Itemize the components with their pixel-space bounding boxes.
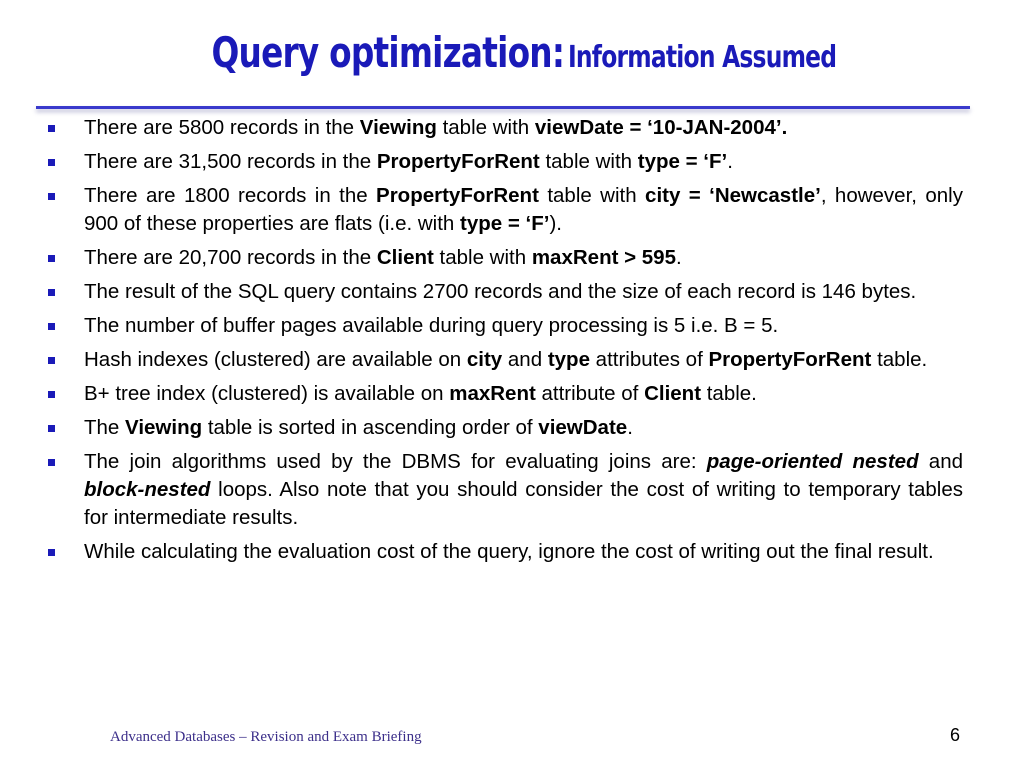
bullet-text: table with: [433, 246, 532, 269]
bullet-text: table.: [871, 348, 928, 371]
bullet-text-bold: type = ‘F’: [637, 150, 728, 173]
bullet-text-bold: Viewing: [125, 416, 203, 439]
bullet-square-icon: [48, 289, 55, 296]
bullet-text: The join algorithms used by the DBMS for evaluating joins are:: [84, 450, 707, 473]
bullet-square-icon: [48, 159, 55, 166]
bullet-text-bold: PropertyForRent: [376, 150, 540, 173]
bullet-square-icon: [48, 125, 55, 132]
bullet-item: [48, 312, 963, 340]
bullet-text: The: [84, 416, 126, 439]
bullet-item: [48, 244, 963, 272]
bullet-text-bold: Viewing: [359, 116, 437, 139]
bullet-square-icon: [48, 459, 55, 466]
bullet-text: table with: [538, 184, 646, 207]
bullet-item: [48, 414, 963, 442]
bullet-item: [48, 114, 963, 142]
bullet-text-bold: type: [547, 348, 590, 371]
bullet-text: .: [627, 416, 633, 439]
slide-footer: Advanced Databases – Revision and Exam Briefing: [110, 729, 422, 745]
bullet-text: table.: [701, 382, 757, 405]
bullet-text: and: [918, 450, 964, 473]
bullet-text-bold: city = ‘Newcastle’: [645, 184, 821, 207]
bullet-square-icon: [48, 323, 55, 330]
title-divider: [36, 106, 970, 109]
bullet-square-icon: [48, 549, 55, 556]
bullet-text: The result of the SQL query contains 2700 records and the size of each record is 146 bytes.: [84, 280, 917, 303]
bullet-item: [48, 182, 963, 238]
title-main: Query optimization:: [211, 28, 564, 77]
bullet-text: While calculating the evaluation cost of the query, ignore the cost of writing out the final result.: [84, 540, 934, 563]
bullet-text: There are 5800 records in the: [84, 116, 360, 139]
bullet-list: [48, 114, 963, 572]
bullet-item: [48, 346, 963, 374]
bullet-text-bold: viewDate: [538, 416, 628, 439]
bullet-text-bold: PropertyForRent: [376, 184, 539, 207]
bullet-text-bold: city: [466, 348, 503, 371]
bullet-text-bold: block-nested: [84, 478, 211, 501]
bullet-text-bold: maxRent: [449, 382, 536, 405]
bullet-item: [48, 538, 963, 566]
bullet-item: [48, 148, 963, 176]
bullet-item: [48, 448, 963, 532]
bullet-text: ).: [549, 212, 562, 235]
bullet-text: There are 1800 records in the: [84, 184, 377, 207]
bullet-item: [48, 278, 963, 306]
bullet-text: The number of buffer pages available during query processing is 5 i.e. B = 5.: [84, 314, 779, 337]
bullet-text: B+ tree index (clustered) is available on: [84, 382, 450, 405]
bullet-text-bold: Client: [644, 382, 702, 405]
bullet-square-icon: [48, 193, 55, 200]
slide-title: [0, 28, 1024, 77]
bullet-text: table with: [539, 150, 638, 173]
bullet-item: [48, 380, 963, 408]
bullet-square-icon: [48, 391, 55, 398]
bullet-text: , however, only 900 of these properties are flats (i.e. with: [84, 184, 963, 235]
bullet-text: .: [675, 246, 682, 269]
page-number: 6: [950, 725, 961, 745]
bullet-text: attribute of: [535, 382, 645, 405]
bullet-text-bold: viewDate = ‘10-JAN-2004’.: [534, 116, 788, 139]
title-subtitle: Information Assumed: [568, 40, 837, 75]
bullet-text: attributes of: [589, 348, 709, 371]
bullet-square-icon: [48, 425, 55, 432]
bullet-text: loops. Also note that you should consider the cost of writing to temporary tables for intermediate results.: [84, 478, 963, 529]
bullet-text: table with: [436, 116, 535, 139]
bullet-text: There are 20,700 records in the: [84, 246, 377, 269]
bullet-text: table is sorted in ascending order of: [202, 416, 539, 439]
bullet-text-bold: maxRent > 595: [531, 246, 676, 269]
bullet-text-bold: page-oriented nested: [706, 450, 919, 473]
bullet-text-bold: Client: [376, 246, 434, 269]
bullet-square-icon: [48, 357, 55, 364]
bullet-text: There are 31,500 records in the: [84, 150, 377, 173]
bullet-square-icon: [48, 255, 55, 262]
bullet-text: and: [502, 348, 548, 371]
bullet-text-bold: PropertyForRent: [708, 348, 872, 371]
bullet-text: .: [727, 150, 733, 173]
bullet-text: Hash indexes (clustered) are available on: [84, 348, 467, 371]
bullet-text-bold: type = ‘F’: [460, 212, 550, 235]
